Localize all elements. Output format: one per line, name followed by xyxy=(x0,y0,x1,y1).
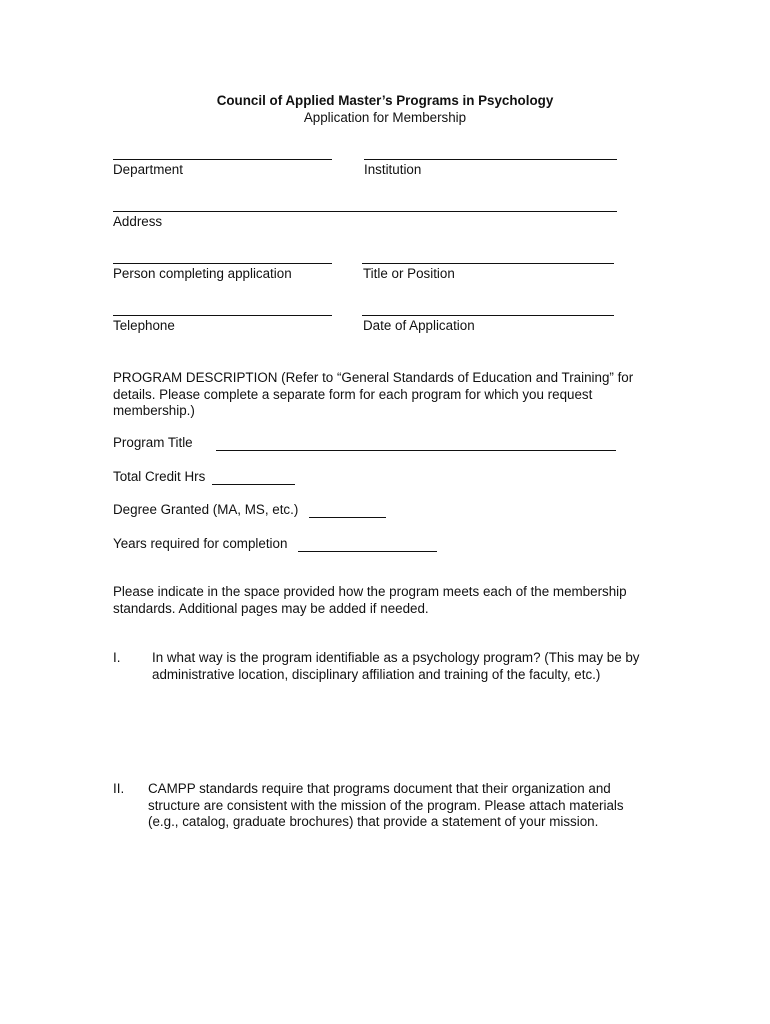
date-line[interactable] xyxy=(362,315,614,316)
question-2-number: II. xyxy=(113,781,125,796)
program-title-label: Program Title xyxy=(113,435,193,450)
address-label: Address xyxy=(113,214,163,229)
question-2-text: CAMPP standards require that programs document that their organization and structure are consistent with the mission of the program. Please attach materials (e.g., catalog, graduate brochures) that provide a statement of your mission. xyxy=(148,781,624,829)
instructions-text: Please indicate in the space provided how the program meets each of the membership standards. Additional pages may be added if needed. xyxy=(113,584,627,616)
department-label: Department xyxy=(113,162,183,177)
date-label: Date of Application xyxy=(363,318,475,333)
address-line[interactable] xyxy=(113,211,617,212)
credit-hours-line[interactable] xyxy=(212,484,295,485)
program-description: PROGRAM DESCRIPTION (Refer to “General Standards of Education and Training” for details. Please complete a separate form for each program for which you request membership.) xyxy=(113,370,634,418)
credit-hours-label: Total Credit Hrs xyxy=(113,469,206,484)
question-1-text: In what way is the program identifiable as a psychology program? (This may be by administrative location, disciplinary affiliation and training of the faculty, etc.) xyxy=(152,650,640,682)
person-line[interactable] xyxy=(113,263,332,264)
question-1-number: I. xyxy=(113,650,121,665)
years-label: Years required for completion xyxy=(113,536,288,551)
program-title-line[interactable] xyxy=(216,450,616,451)
title-position-label: Title or Position xyxy=(363,266,455,281)
form-title: Council of Applied Master’s Programs in Psychology xyxy=(216,93,554,108)
department-line[interactable] xyxy=(113,159,332,160)
telephone-label: Telephone xyxy=(113,318,175,333)
person-label: Person completing application xyxy=(113,266,292,281)
degree-label: Degree Granted (MA, MS, etc.) xyxy=(113,502,299,517)
degree-line[interactable] xyxy=(309,517,386,518)
institution-label: Institution xyxy=(364,162,422,177)
years-line[interactable] xyxy=(298,551,437,552)
telephone-line[interactable] xyxy=(113,315,332,316)
title-position-line[interactable] xyxy=(362,263,614,264)
institution-line[interactable] xyxy=(364,159,617,160)
form-subtitle: Application for Membership xyxy=(303,110,467,125)
